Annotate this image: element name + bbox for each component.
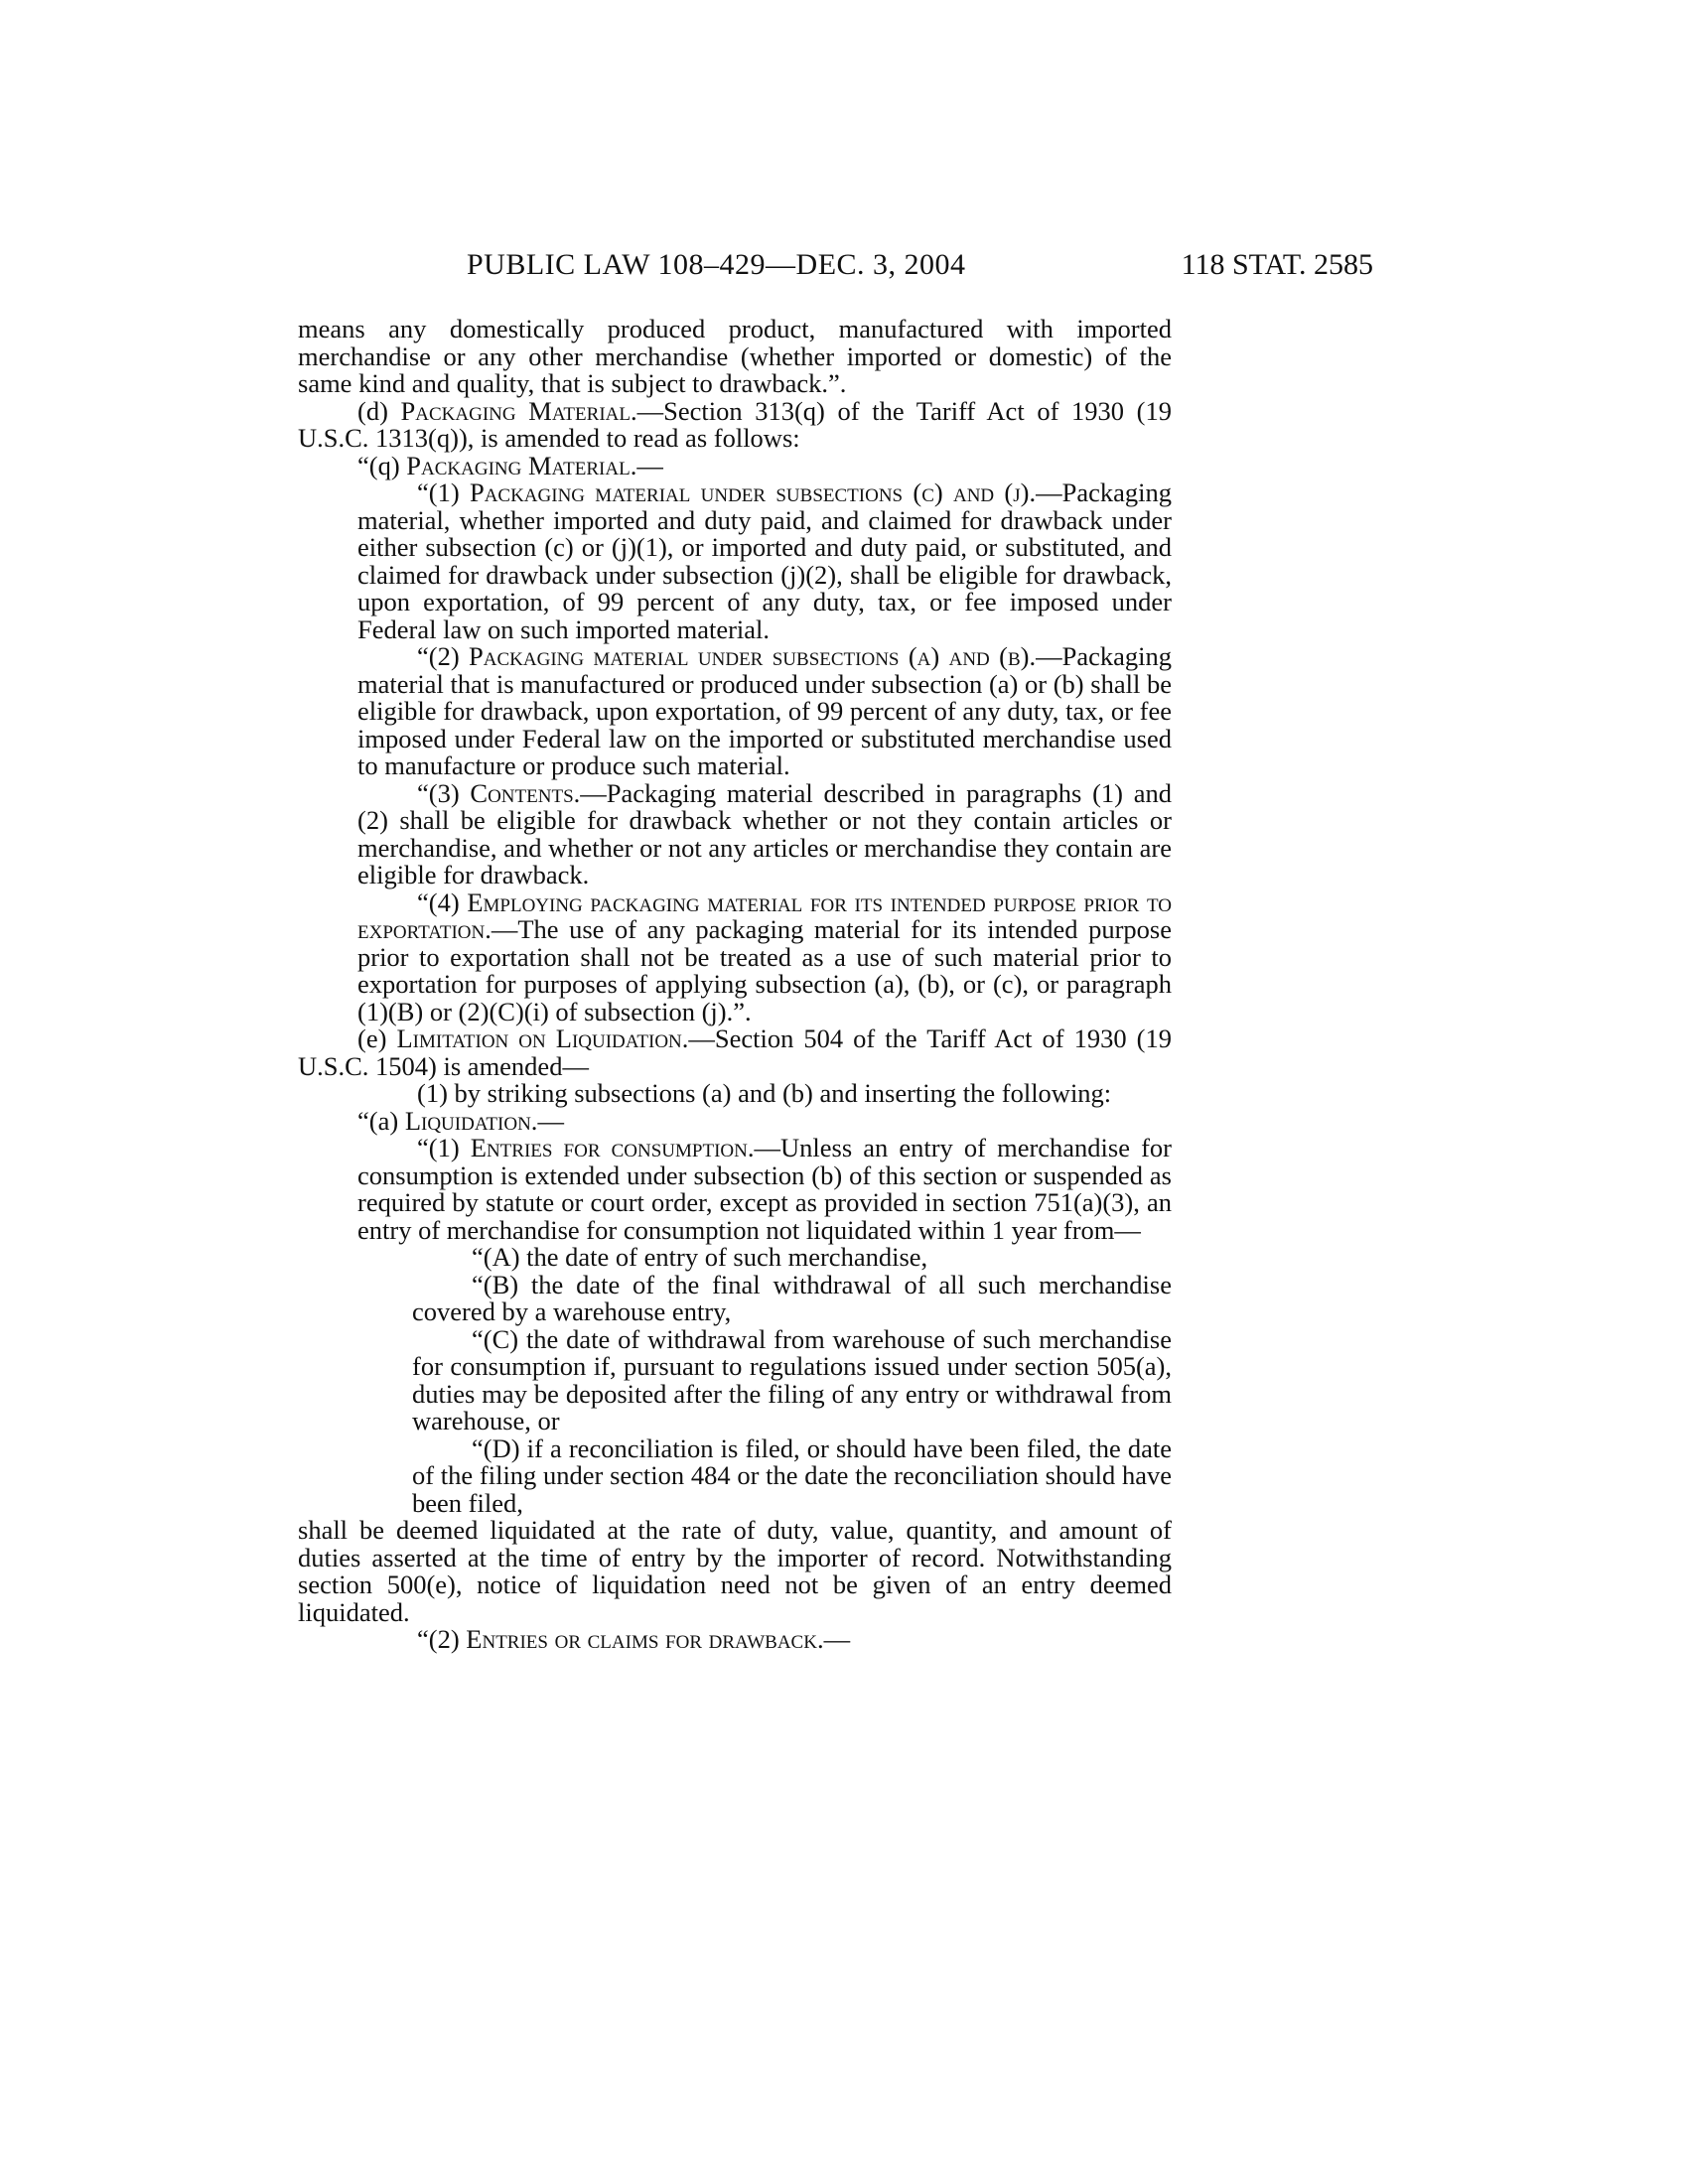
paragraph-a-1: “(1) Entries for consumption.—Unless an entry of merchandise for consumption is extended under subsection (b) of this section or suspended as required by statute or court order, except as provided in section 751(a)(3), an entry of merchandise for consumption not liquidated within 1 year from— [357, 1133, 1173, 1245]
section-heading: Entries or claims for drawback. [466, 1624, 824, 1654]
clause-c: “(C) the date of withdrawal from warehouse of such merchandise for consumption if, pursuant to regulations issued under section 505(a), duties may be deposited after the filing of any entry or withdrawal from warehouse, or [412, 1323, 1172, 1435]
section-heading: Contents. [470, 777, 581, 808]
paragraph-q-1: “(1) Packaging material under subsections (c) and (j).—Packaging material, whether imported and duty paid, and claimed for drawback under either subsection (c) or (j)(1), or imported and duty paid, or substituted, and claimed for drawback under subsection (j)(2), shall be eligible for drawback, upon exportation, of 99 percent of any duty, tax, or fee imposed under Federal law on such imported material. [357, 478, 1172, 644]
paragraph-a-2: “(2) Entries or claims for drawback.— [417, 1624, 851, 1654]
subsection-a-heading: “(a) Liquidation.— [357, 1105, 564, 1136]
section-heading: Packaging material under subsections (c) and (j). [469, 478, 1037, 507]
section-heading: Limitation on Liquidation. [396, 1024, 689, 1053]
page-header [298, 248, 1373, 292]
paragraph-q-2: “(2) Packaging material under subsections (a) and (b).—Packaging material that is manufactured or produced under subsection (a) or (b) shall be eligible for drawback, upon exportation, of 99 percent of any duty, tax, or fee imposed under Federal law on the imported or substituted merchandise used to manufacture or produce such material. [357, 641, 1172, 780]
paragraph-q-4: “(4) Employing packaging material for its intended purpose prior to exportation.—The use of any packaging material for its intended purpose prior to exportation shall not be treated as a use of such material prior to exportation for purposes of applying subsection (a), (b), or (c), or paragraph (1)(B) or (2)(C)(i) of subsection (j).”. [357, 887, 1172, 1026]
clause-b: “(B) the date of the final withdrawal of all such merchandise covered by a warehouse entry, [412, 1269, 1172, 1326]
statute-body [298, 316, 1172, 1654]
section-heading: Packaging Material. [400, 395, 637, 426]
amendment-item-1: (1) by striking subsections (a) and (b) and inserting the following: [417, 1078, 1112, 1108]
statute-page-number: 118 STAT. 2585 [1181, 248, 1373, 281]
flush-paragraph: shall be deemed liquidated at the rate of duty, value, quantity, and amount of duties asserted at the time of entry by the importer of record. Notwithstanding section 500(e), notice of liquidation need not be given of an entry deemed liquidated. [298, 1515, 1172, 1627]
section-heading: Entries for consumption. [470, 1133, 755, 1162]
section-heading: Liquidation. [404, 1105, 538, 1136]
section-heading: Employing packaging material for its intended purpose prior to exportation. [357, 887, 1172, 944]
clause-d: “(D) if a reconciliation is filed, or should have been filed, the date of the filing under section 484 or the date the reconciliation should have been filed, [412, 1433, 1172, 1518]
subsection-d: (d) Packaging Material.—Section 313(q) of the Tariff Act of 1930 (19 U.S.C. 1313(q)), is amended to read as follows: [298, 395, 1172, 453]
subsection-q-heading: “(q) Packaging Material.— [357, 450, 663, 480]
clause-a: “(A) the date of entry of such merchandise, [472, 1242, 928, 1272]
running-head: PUBLIC LAW 108–429—DEC. 3, 2004 [467, 248, 966, 281]
subsection-e: (e) Limitation on Liquidation.—Section 504 of the Tariff Act of 1930 (19 U.S.C. 1504) is amended— [298, 1024, 1172, 1081]
paragraph-continuation: means any domestically produced product, manufactured with imported merchandise or any other merchandise (whether imported or domestic) of the same kind and quality, that is subject to drawback.”. [298, 314, 1172, 398]
section-heading: Packaging Material. [406, 450, 637, 480]
section-heading: Packaging material under subsections (a) and (b). [469, 641, 1037, 671]
paragraph-q-3: “(3) Contents.—Packaging material described in paragraphs (1) and (2) shall be eligible for drawback whether or not they contain articles or merchandise, and whether or not any articles or merchandise they contain are eligible for drawback. [357, 777, 1172, 889]
